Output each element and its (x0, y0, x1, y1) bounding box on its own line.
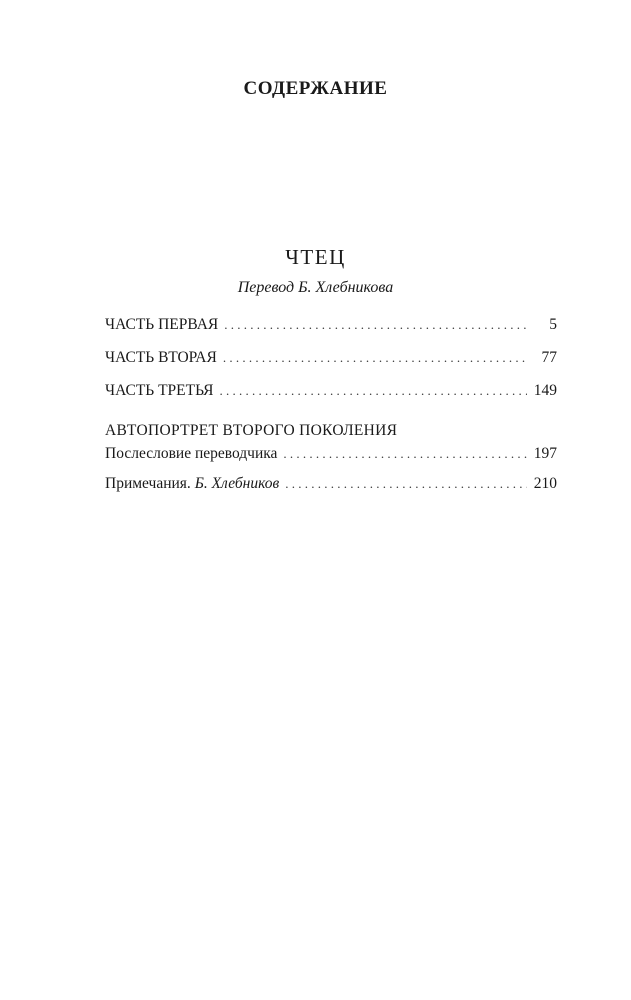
dot-leader (285, 476, 527, 492)
toc-entry-label: ЧАСТЬ ТРЕТЬЯ (105, 382, 214, 399)
dot-leader (220, 383, 527, 399)
toc-entry-author: Б. Хлебников (194, 475, 280, 492)
toc-entry-part-three[interactable] (105, 382, 557, 400)
toc-entry-label: ЧАСТЬ ВТОРАЯ (105, 349, 217, 366)
contents-title: СОДЕРЖАНИЕ (243, 78, 388, 99)
toc-entry-page: 210 (533, 475, 557, 492)
toc-entry-part-two[interactable] (105, 349, 557, 367)
toc-entry-page: 77 (541, 349, 557, 366)
dot-leader (283, 446, 527, 462)
work-subtitle: Перевод Б. Хлебникова (237, 279, 394, 296)
toc-entry-notes[interactable] (105, 475, 557, 493)
toc-entry-afterword[interactable] (105, 445, 557, 463)
toc-entry-part-one[interactable] (105, 316, 557, 334)
toc-entry-page: 197 (533, 445, 557, 462)
toc-entry-label: ЧАСТЬ ПЕРВАЯ (105, 316, 219, 333)
toc-entry-label: Примечания. (105, 475, 191, 492)
toc-entry-page: 5 (549, 316, 557, 333)
dot-leader (223, 350, 527, 366)
toc-entry-label-group (105, 475, 285, 493)
work-title: ЧТЕЦ (285, 245, 346, 269)
toc-entry-page: 149 (533, 382, 557, 399)
afterword-heading: АВТОПОРТРЕТ ВТОРОГО ПОКОЛЕНИЯ (105, 422, 398, 439)
toc-entry-label: Послесловие переводчика (105, 445, 278, 462)
dot-leader (224, 317, 527, 333)
